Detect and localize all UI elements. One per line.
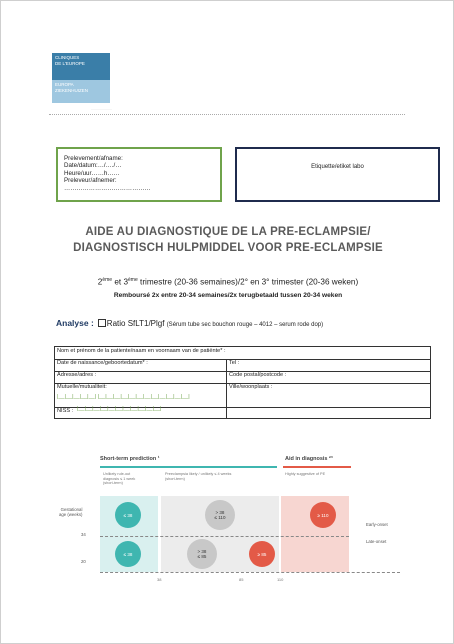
late-onset-label: Late-onset [366, 539, 387, 544]
clinic-logo [52, 53, 110, 103]
diagnosis-circle-upper: ≥ 110 [310, 502, 336, 528]
reimbursement-note: Remboursé 2x entre 20-34 semaines/2x terugbetaald tussen 20-34 weken [113, 292, 343, 299]
page-title-line-1: AIDE AU DIAGNOSTIQUE DE LA PRE-ECLAMPSIE/ [85, 226, 371, 238]
analysis-label: Analyse : [56, 318, 94, 328]
rule-out-circle-lower: ≤ 38 [115, 541, 141, 567]
sample-tube-note: (Sérum tube sec bouchon rouge – 4012 – serum rode dop) [166, 322, 324, 328]
figure-desc-2: Preeclampsia likely / unlikely ≤ 4 weeks (short-term) [165, 472, 232, 481]
sample-line-2: Date/datum:…/…./… [64, 162, 122, 170]
diagnosis-circle-lower: ≥ 85 [249, 541, 275, 567]
sample-line-1: Prelevement/afname: [64, 155, 123, 162]
trimester-subtitle: 2ème et 3ème trimestre (20-36 semaines)/2° en 3° trimester (20-36 weken) [97, 277, 359, 287]
diagnosis-bar [283, 466, 351, 468]
figure-desc-1: Unlikely rule-out diagnosis ≤ 1 week (short-term) [103, 472, 136, 485]
intermediate-circle-upper: > 38 ≤ 110 [205, 500, 235, 530]
early-onset-label: Early-onset [366, 522, 388, 527]
week-20-line [100, 572, 400, 573]
page-title-line-2: DIAGNOSTISCH HULPMIDDEL VOOR PRE-ECLAMPSIE [73, 242, 383, 254]
logo-line-3: EUROPA [55, 82, 74, 87]
x-tick-110: 110 [277, 577, 284, 582]
week-34-line [100, 536, 349, 537]
analysis-line [56, 318, 323, 328]
tel-field[interactable]: Tel : [229, 360, 240, 366]
prediction-bar [100, 466, 277, 468]
logo-line-4: ZIEKENHUIZEN [55, 87, 89, 93]
birth-date-field[interactable]: Date de naissance/geboortedatum* : [57, 360, 148, 366]
header-divider [49, 114, 405, 115]
patient-info-table [54, 346, 431, 419]
figure-left-header: Short-term prediction ¹ [100, 456, 160, 462]
logo-tagline: ………………… [91, 107, 112, 111]
sample-line-4: Preleveur/afnemer: [64, 177, 117, 185]
ratio-test-label: Ratio SfLT1/Plgf [106, 319, 165, 328]
rule-out-circle-upper: ≤ 38 [115, 502, 141, 528]
gestational-age-label: Gestational age (weeks) [59, 507, 83, 517]
niss-digit-boxes[interactable]: |__|__|__|__|__|__|__|__|__|__|__| [77, 406, 162, 412]
lab-label-text: Etiquette/etiket labo [311, 164, 364, 170]
y-tick-34: 34 [81, 532, 86, 537]
table-column-divider [226, 359, 227, 418]
sample-info-box [56, 147, 222, 202]
city-field[interactable]: Ville/woonplaats : [229, 384, 273, 390]
niss-field[interactable]: NISS : [57, 408, 74, 414]
logo-line-2: DE L'EUROPE [55, 60, 85, 66]
y-tick-20: 20 [81, 559, 86, 564]
sample-line-3: Heure/uur……h…… [64, 169, 120, 177]
intermediate-circle-lower: > 38 ≤ 85 [187, 539, 217, 569]
niss-row [55, 407, 430, 419]
sample-line-5: …………………………………… [64, 184, 151, 192]
postcode-field[interactable]: Code postal/postcode : [229, 372, 287, 378]
mutual-digit-boxes[interactable]: |__|__|__|__|__| |__|__|__|__|__|__|__|__|__|__|__|__| [57, 394, 190, 400]
lab-label-box [235, 147, 440, 202]
patient-name-field[interactable]: Nom et prénom de la patiente/naam en voornaam van de patiënte* : [57, 348, 226, 354]
figure-right-header: Aid in diagnosis ²³ [285, 456, 333, 462]
logo-line-1: CLINIQUES [55, 55, 80, 60]
x-tick-38: 38 [157, 577, 162, 582]
mutual-field[interactable]: Mutuelle/mutualiteit: [57, 384, 107, 390]
address-field[interactable]: Adresse/adres : [57, 372, 97, 378]
mutual-row [55, 383, 430, 408]
ratio-checkbox[interactable] [98, 319, 106, 327]
x-tick-85: 85 [239, 577, 244, 582]
figure-desc-3: Highly suggestive of PE [285, 472, 326, 476]
